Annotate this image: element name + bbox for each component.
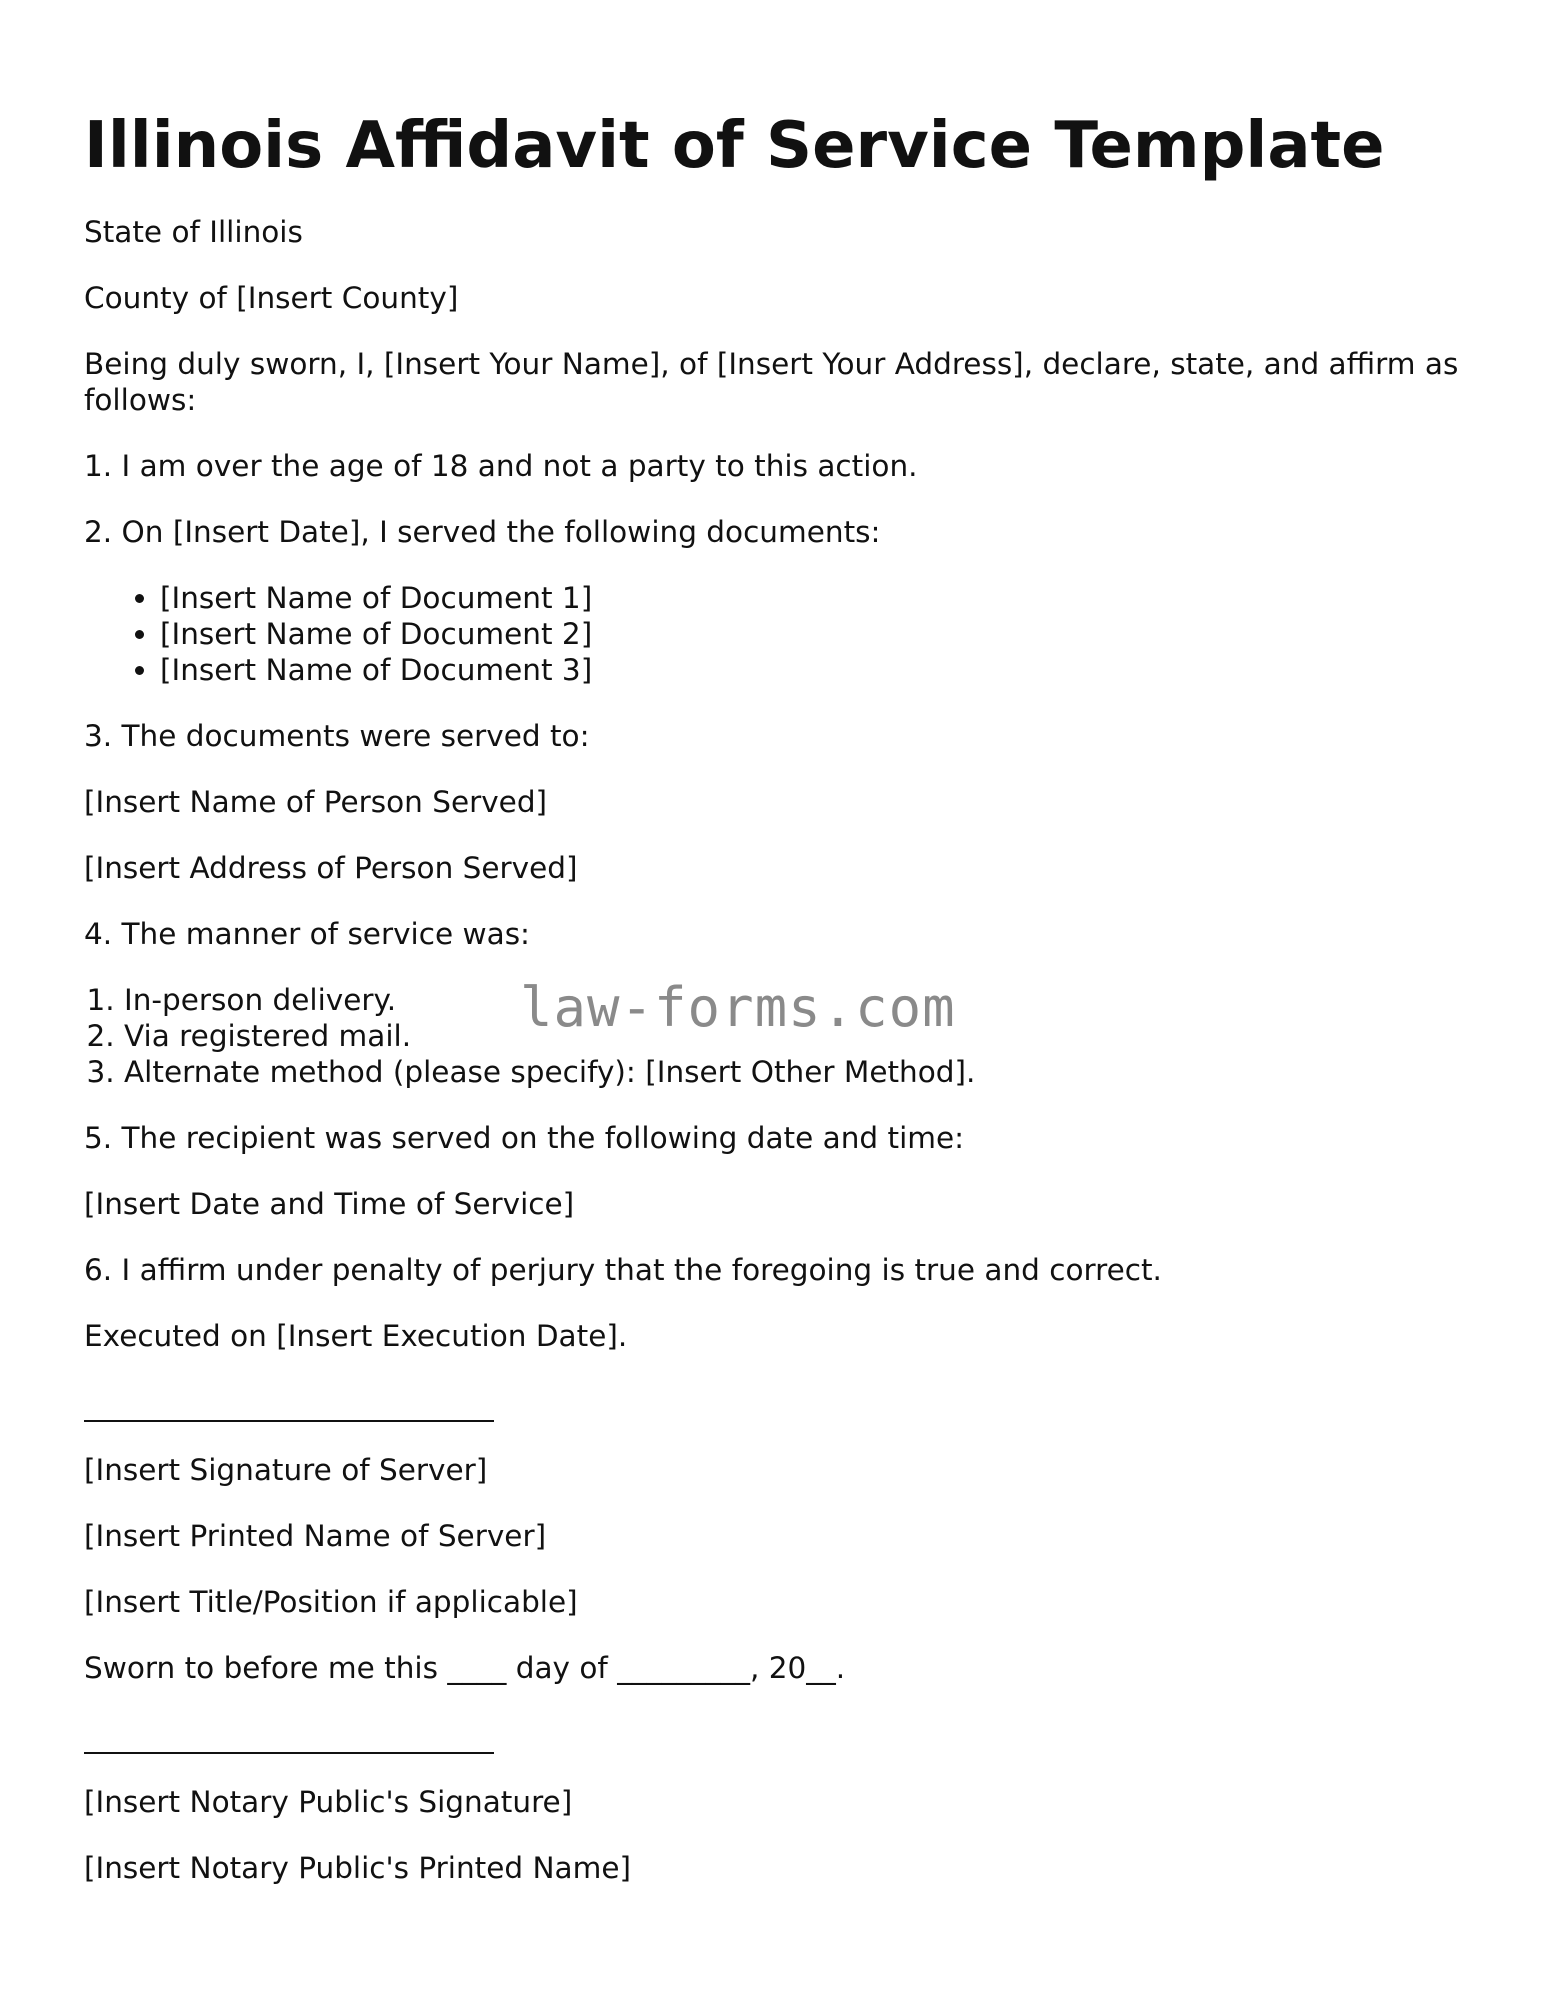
- notary-signature-line-wrap: [84, 1716, 1484, 1754]
- executed-on: Executed on [Insert Execution Date].: [84, 1319, 628, 1353]
- intro-paragraph: Being duly sworn, I, [Insert Your Name], of [Insert Your Address], declare, state, and affirm as follows:: [84, 347, 1459, 417]
- server-signature: [Insert Signature of Server]: [84, 1453, 488, 1487]
- person-served-name: [Insert Name of Person Served]: [84, 785, 548, 819]
- document-item: • [Insert Name of Document 1]: [160, 580, 1484, 616]
- state-line: State of Illinois: [84, 215, 303, 249]
- documents-list: [84, 580, 1484, 688]
- server-signature-line: [84, 1384, 494, 1422]
- person-served-address: [Insert Address of Person Served]: [84, 851, 578, 885]
- notary-printed-name: [Insert Notary Public's Printed Name]: [84, 1851, 632, 1885]
- server-printed-name: [Insert Printed Name of Server]: [84, 1519, 547, 1553]
- notary-signature-line: [84, 1716, 494, 1754]
- server-signature-line-wrap: [84, 1384, 1484, 1422]
- item-2: 2. On [Insert Date], I served the following documents:: [84, 515, 881, 549]
- sworn-line: Sworn to before me this ____ day of _________, 20__.: [84, 1651, 846, 1685]
- date-time-of-service: [Insert Date and Time of Service]: [84, 1187, 575, 1221]
- item-4: 4. The manner of service was:: [84, 917, 531, 951]
- document-item: • [Insert Name of Document 2]: [160, 616, 1484, 652]
- affidavit-body: [84, 214, 1484, 1916]
- item-3: 3. The documents were served to:: [84, 719, 590, 753]
- server-title: [Insert Title/Position if applicable]: [84, 1585, 578, 1619]
- notary-signature: [Insert Notary Public's Signature]: [84, 1785, 573, 1819]
- service-method-item: 2. Via registered mail.: [124, 1018, 1484, 1054]
- page-title: Illinois Affidavit of Service Template: [84, 109, 1385, 183]
- item-1: 1. I am over the age of 18 and not a party to this action.: [84, 449, 918, 483]
- document-item: • [Insert Name of Document 3]: [160, 652, 1484, 688]
- item-6: 6. I affirm under penalty of perjury that the foregoing is true and correct.: [84, 1253, 1162, 1287]
- service-method-item: 3. Alternate method (please specify): [Insert Other Method].: [124, 1054, 1484, 1090]
- watermark: law-forms.com: [520, 976, 956, 1039]
- service-method-item: 1. In-person delivery.: [124, 982, 1484, 1018]
- item-5: 5. The recipient was served on the following date and time:: [84, 1121, 965, 1155]
- county-line: County of [Insert County]: [84, 281, 459, 315]
